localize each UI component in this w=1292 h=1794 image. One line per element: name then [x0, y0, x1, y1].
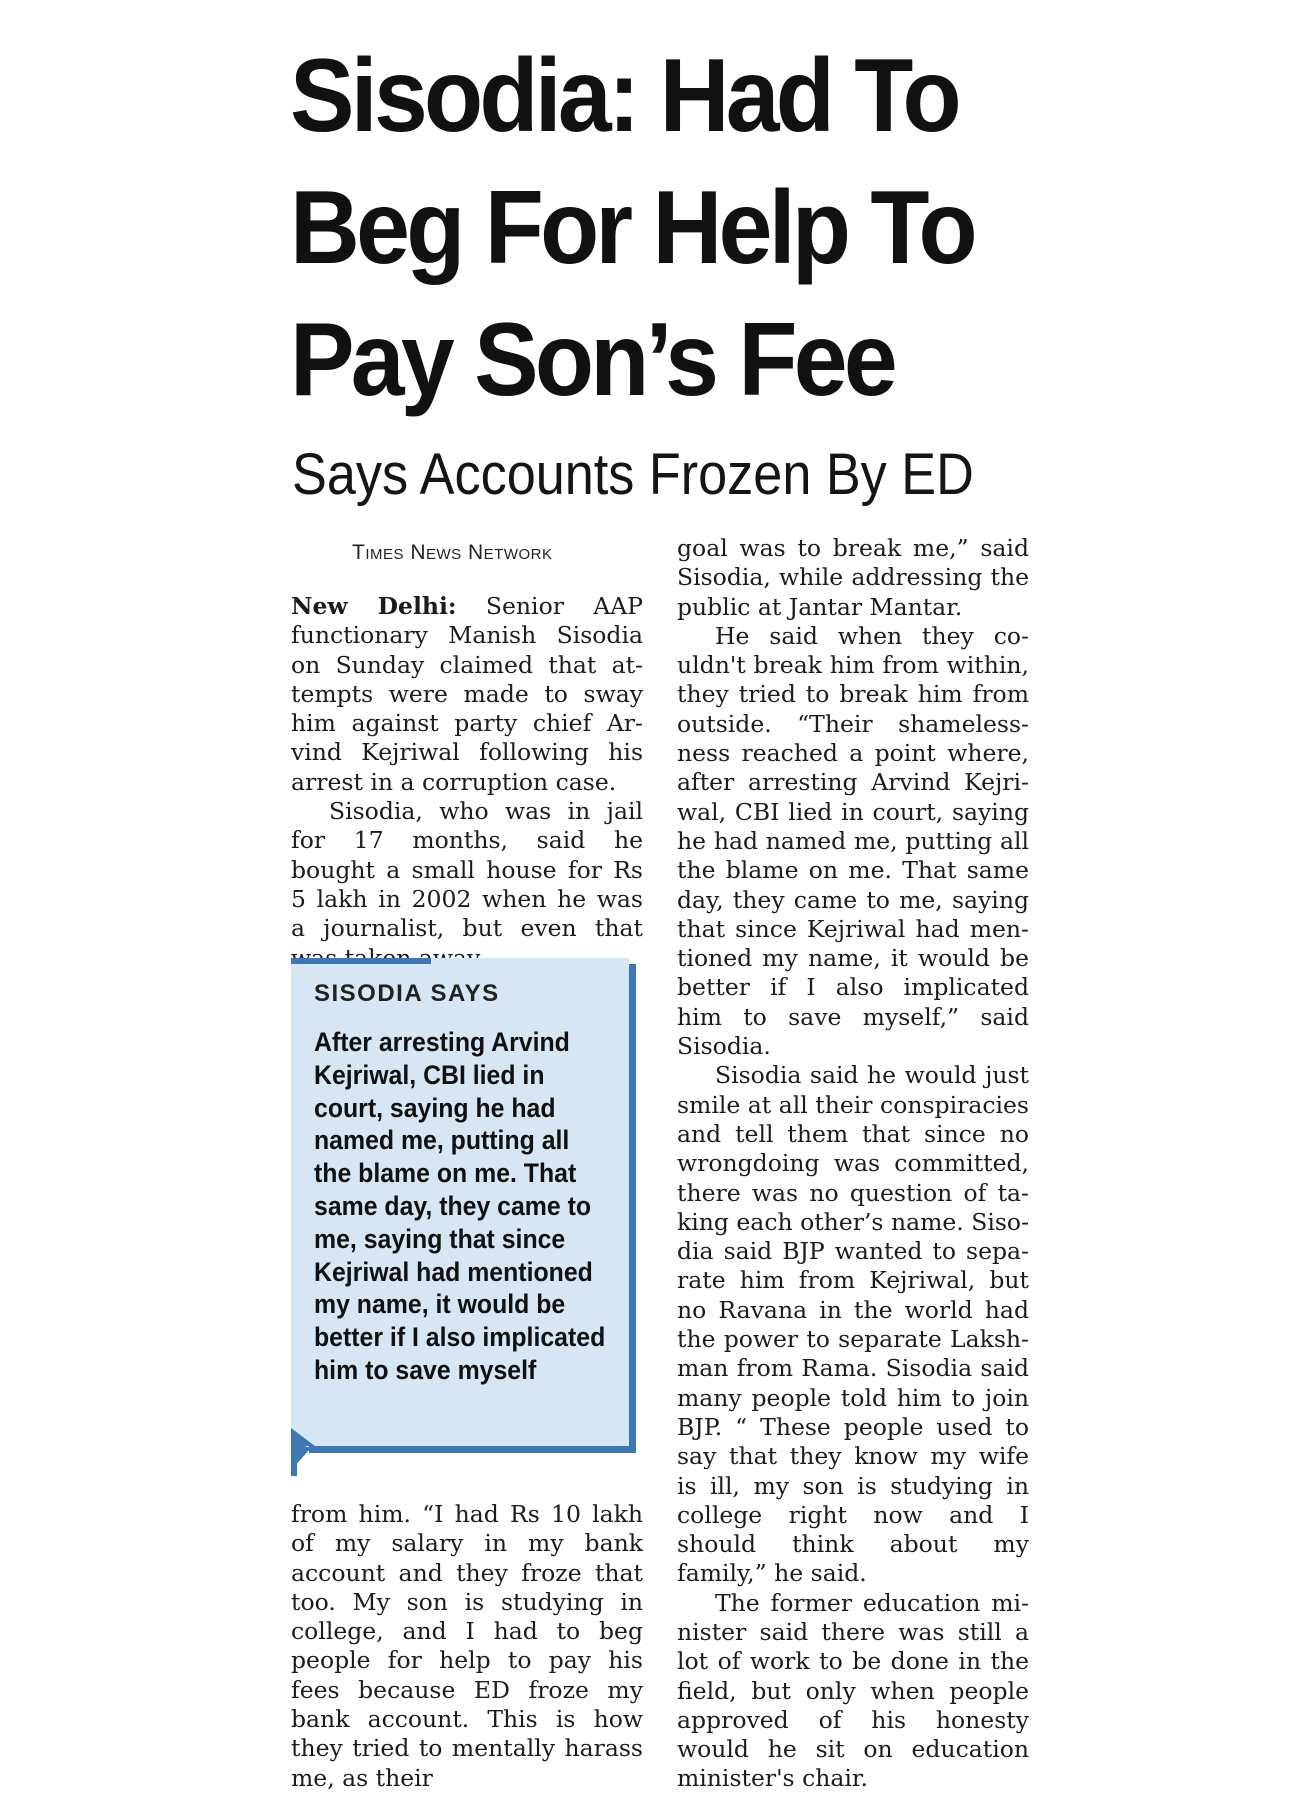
pull-quote-right-rule [629, 964, 636, 1452]
dateline: New Delhi: [291, 592, 457, 620]
paragraph-4: goal was to break me,” said Sisodia, while addressing the public at Jantar Mantar. [677, 534, 1029, 621]
paragraph-7: The former education minister said there was still a lot of work to be done in the field, but only when people approved of his honesty would he sit on education minister's chair. [677, 1588, 1029, 1793]
paragraph-2: Sisodia, who was in jail for 17 months, said he bought a small house for Rs 5 lakh in 2002 when he was a journalist, but even that [291, 797, 643, 943]
speech-bubble-tail-icon [291, 1428, 321, 1476]
byline: Times News Network [352, 541, 553, 564]
pull-quote-box [291, 958, 637, 1452]
headline [290, 30, 1015, 426]
paragraph-1-text: Senior AAP functionary Manish Sisodia on Sunday claimed that attempts were made to sway him against party chief Arvind Kejriwal following his arrest in a corruption case. [291, 592, 643, 796]
pull-quote-top-rule [291, 958, 431, 964]
headline-line-1: Sisodia: Had To [290, 38, 958, 154]
pull-quote-bottom-rule [309, 1446, 636, 1453]
headline-line-2: Beg For Help To [290, 170, 974, 286]
subheadline: Says Accounts Frozen By ED [292, 442, 974, 507]
paragraph-6: Sisodia said he would just smile at all their conspiracies and tell them that since no wrongdoing was committed, there was no question of taking each other’s name. Sisodia said BJP wanted to separate him from Kejriwal, but no Ravana in the world had the power to separate Lakshman from Rama. Sisodia said many people told him to join BJP. “ These people used to say that they know my wife is ill, my son is studying in college right now and I should think about my family,” he said. [677, 1061, 1030, 1588]
headline-line-3: Pay Son’s Fee [290, 302, 894, 418]
column-1-bottom [291, 1500, 643, 1793]
column-1-top [291, 592, 643, 973]
paragraph-3: from him. “I had Rs 10 lakh of my salary in my bank account and they froze that too. My son is studying in college, and I had to beg people for help to pay his fees because ED froze my bank account. This is how they tried to mentally harass me, as their [291, 1500, 643, 1792]
paragraph-5: He said when they couldn't break him from within, they tried to break him from outside. “Their shamelessness reached a point where, after arresting Arvind Kejriwal, CBI lied in court, saying he had named me, putting all the blame on me. That same day, they came to me, saying that since Kejriwal had mentioned my name, it would be better if I also implicated him to save myself,” said Sisodia. [677, 621, 1029, 1061]
column-2 [677, 534, 1029, 1794]
pull-quote-text: After arresting Arvind Kejriwal, CBI lied in court, saying he had named me, putting all the blame on me. That same day, they came to me, saying that since Kejriwal had mentioned my name, it would be better if I also implicated him to save myself [314, 1027, 606, 1385]
pull-quote-label: SISODIA SAYS [314, 980, 500, 1007]
paragraph-1 [291, 592, 643, 797]
